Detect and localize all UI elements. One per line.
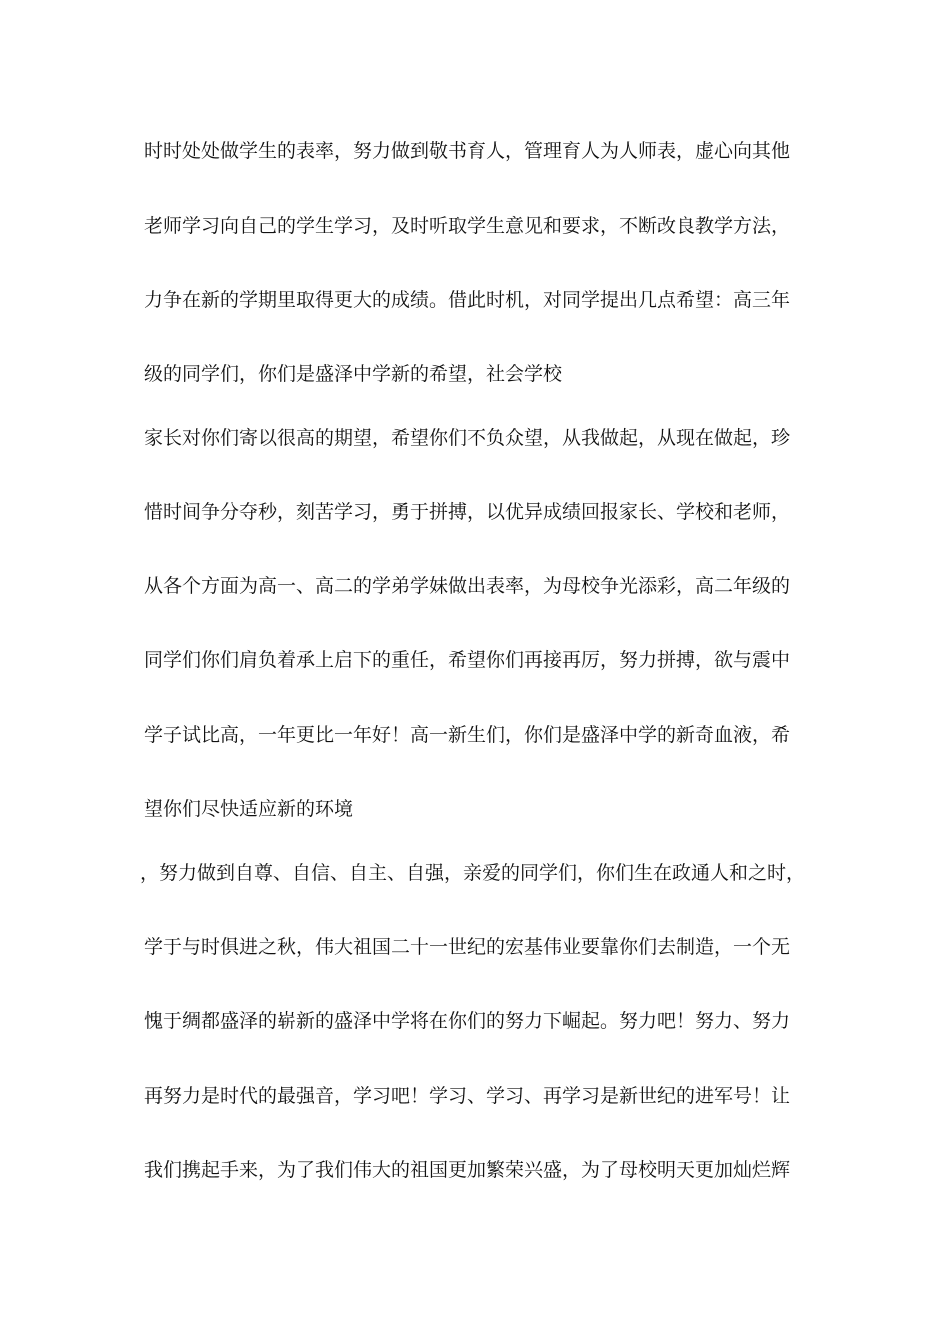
text-line-1: 时时处处做学生的表率，努力做到敬书育人，管理育人为人师表，虚心向其他 [144, 140, 791, 162]
text-line-2: 老师学习向自己的学生学习，及时听取学生意见和要求，不断改良教学方法， [144, 215, 791, 237]
text-line-4: 级的同学们，你们是盛泽中学新的希望，社会学校 [144, 363, 563, 385]
text-line-12: 学于与时俱进之秋，伟大祖国二十一世纪的宏基伟业要靠你们去制造，一个无 [144, 936, 791, 958]
text-line-9: 学子试比高，一年更比一年好！高一新生们，你们是盛泽中学的新奇血液，希 [144, 724, 791, 746]
text-line-14: 再努力是时代的最强音，学习吧！学习、学习、再学习是新世纪的进军号！让 [144, 1085, 791, 1107]
text-line-7: 从各个方面为高一、高二的学弟学妹做出表率，为母校争光添彩，高二年级的 [144, 575, 791, 597]
text-line-15: 我们携起手来，为了我们伟大的祖国更加繁荣兴盛，为了母校明天更加灿烂辉 [144, 1159, 791, 1181]
text-line-10: 望你们尽快适应新的环境 [144, 798, 354, 820]
text-line-6: 惜时间争分夺秒，刻苦学习，勇于拼搏，以优异成绩回报家长、学校和老师， [144, 501, 791, 523]
text-line-11: ，努力做到自尊、自信、自主、自强，亲爱的同学们，你们生在政通人和之时， [140, 862, 806, 884]
text-line-5: 家长对你们寄以很高的期望，希望你们不负众望，从我做起，从现在做起，珍 [144, 427, 791, 449]
text-line-13: 愧于绸都盛泽的崭新的盛泽中学将在你们的努力下崛起。努力吧！努力、努力 [144, 1010, 791, 1032]
text-line-8: 同学们你们肩负着承上启下的重任，希望你们再接再厉，努力拼搏，欲与震中 [144, 649, 791, 671]
text-line-3: 力争在新的学期里取得更大的成绩。借此时机，对同学提出几点希望：高三年 [144, 289, 791, 311]
